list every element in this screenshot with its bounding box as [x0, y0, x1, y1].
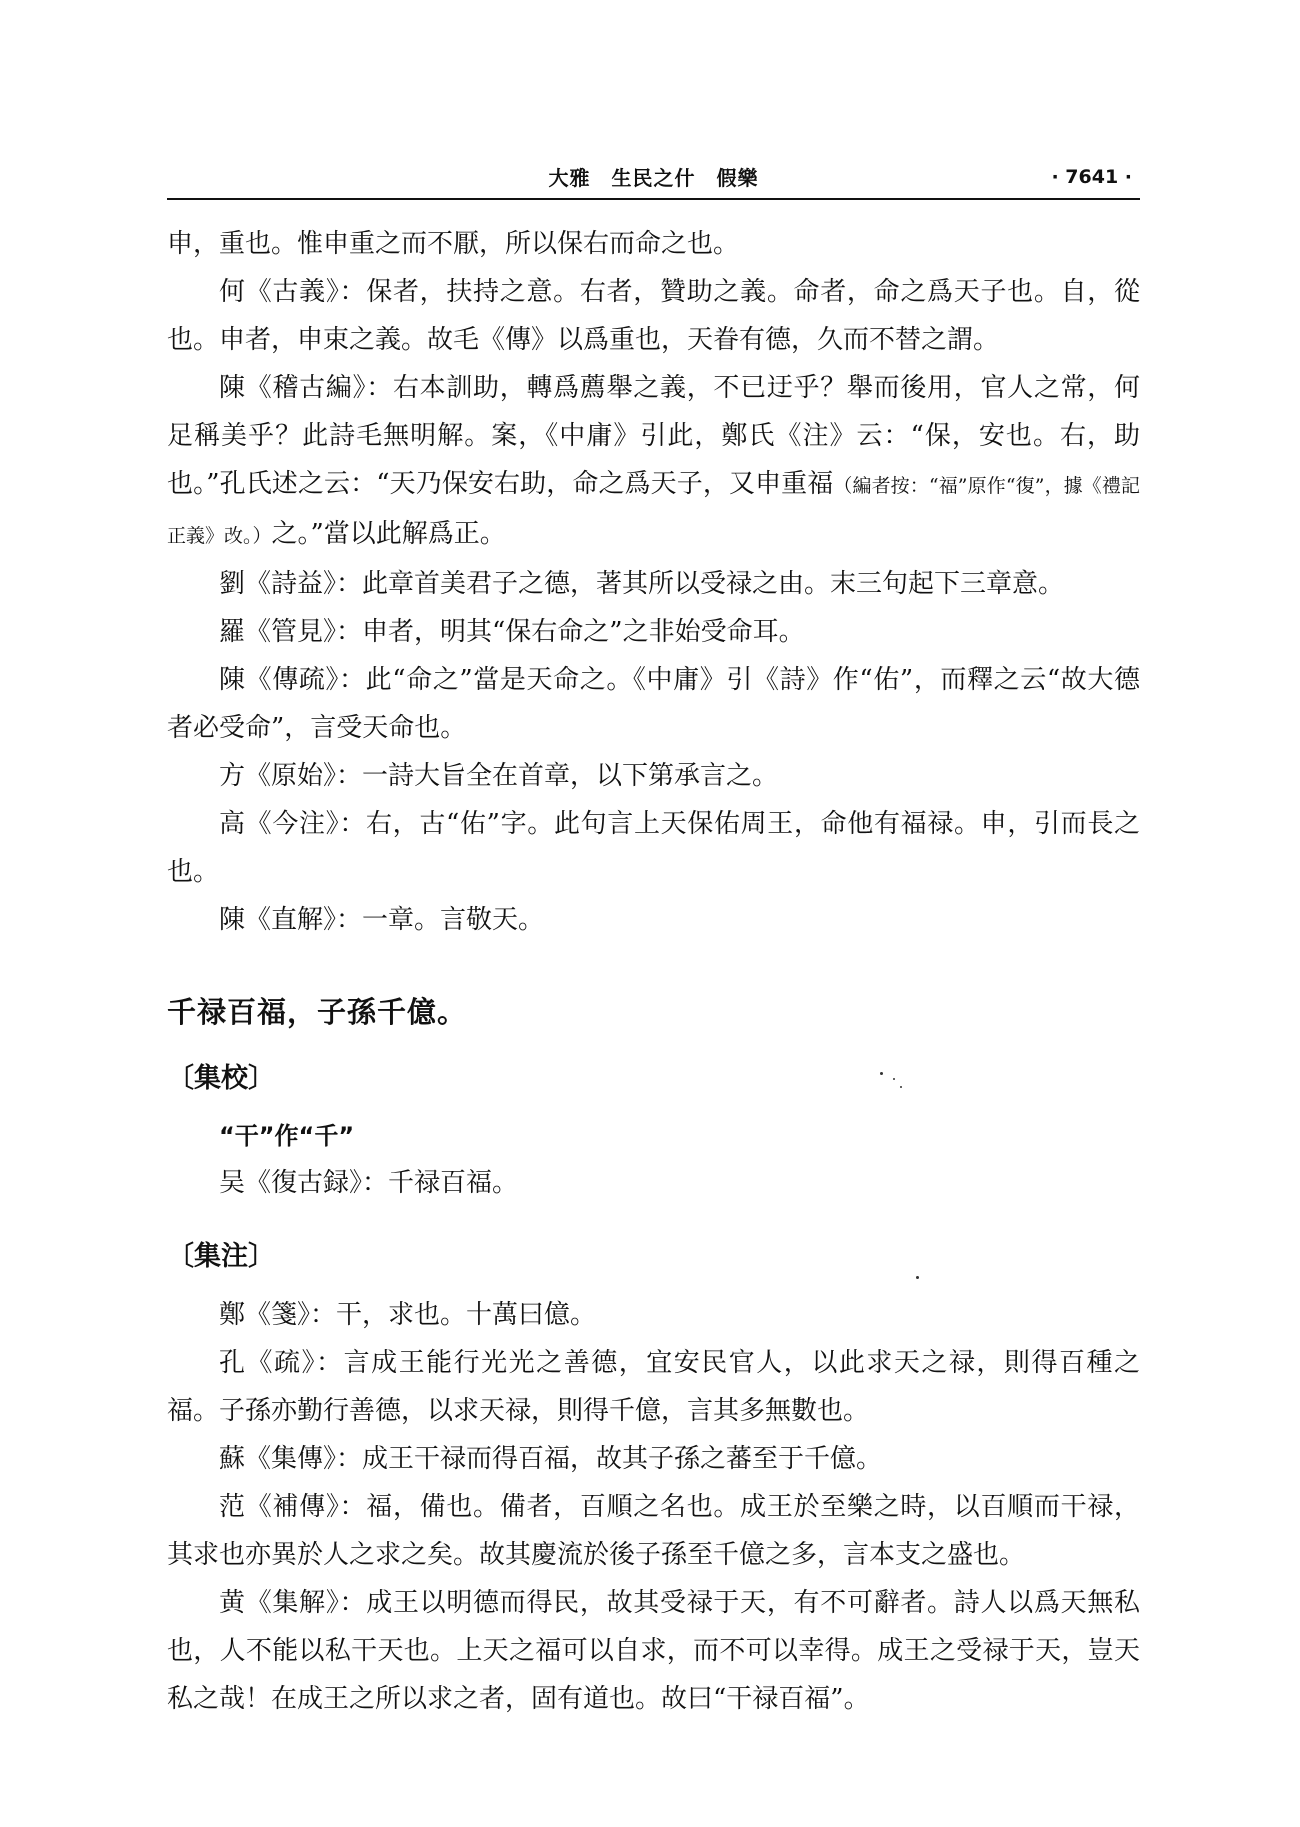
scan-speck [893, 1078, 895, 1080]
scan-speck [900, 1086, 902, 1088]
commentary-paragraph: 羅《管見》：申者，明其“保右命之”之非始受命耳。 [219, 617, 805, 647]
annotation-entry: 范《補傳》：福，備也。備者，百順之名也。成王於至樂之時，以百順而干禄，其求也亦異於人之求之矣。故其慶流於後子孫至千億之多，言本支之盛也。 [167, 1492, 1140, 1570]
collation-subheading: “干”作“千” [219, 1122, 355, 1150]
commentary-paragraph: 劉《詩益》：此章首美君子之德，著其所以受禄之由。末三句起下三章意。 [219, 569, 1065, 599]
running-header [167, 160, 1140, 204]
commentary-text: 之。”當以此解爲正。 [271, 519, 506, 549]
annotation-entry: 黄《集解》：成王以明德而得民，故其受禄于天，有不可辭者。詩人以爲天無私也，人不能以私干天也。上天之福可以自求，而不可以幸得。成王之受禄于天，豈天私之哉！在成王之所以求之者，固有道也。故曰“干禄百福”。 [167, 1588, 1140, 1714]
editor-note: （編者按：“福”原作“復”，據《禮記正義》改。） [167, 475, 1140, 547]
scan-speck [880, 1072, 883, 1075]
commentary-paragraph: 高《今注》：右，古“佑”字。此句言上天保佑周王，命他有福禄。申，引而長之也。 [167, 809, 1140, 887]
commentary-paragraph: 陳《傳疏》：此“命之”當是天命之。《中庸》引《詩》作“佑”，而釋之云“故大德者必受命”，言受天命也。 [167, 665, 1140, 743]
commentary-paragraph: 方《原始》：一詩大旨全在首章，以下第承言之。 [219, 761, 779, 791]
scan-speck [916, 1276, 919, 1279]
commentary-paragraph: 何《古義》：保者，扶持之意。右者，贊助之義。命者，命之爲天子也。自，從也。申者，申束之義。故毛《傳》以爲重也，天眷有德，久而不替之謂。 [167, 277, 1140, 355]
verse-line: 千禄百福，子孫千億。 [167, 995, 468, 1029]
running-header-title: 大雅 生民之什 假樂 [548, 166, 759, 190]
annotation-entry: 蘇《集傳》：成王干禄而得百福，故其子孫之蕃至于千億。 [219, 1444, 883, 1474]
commentary-text: 陳《稽古編》：右本訓助，轉爲薦舉之義，不已迂乎？舉而後用，官人之常，何足稱美乎？此詩毛無明解。案，《中庸》引此，鄭氏《注》云：“保，安也。右，助也。”孔氏述之云：“天乃保安右助，命之爲天子，又申重福 [167, 373, 1140, 499]
section-heading-jizhu: 〔集注〕 [167, 1241, 275, 1272]
commentary-paragraph: 申，重也。惟申重之而不厭，所以保右而命之也。 [167, 229, 740, 259]
page-number: · 7641 · [1051, 166, 1132, 188]
section-heading-jijiao: 〔集校〕 [167, 1063, 275, 1094]
collation-entry: 吴《復古録》：千禄百福。 [219, 1168, 519, 1198]
page-body [167, 220, 1140, 1723]
header-rule [167, 198, 1140, 200]
annotation-entry: 鄭《箋》：干，求也。十萬曰億。 [219, 1300, 597, 1330]
commentary-paragraph: 陳《直解》：一章。言敬天。 [219, 905, 545, 935]
annotation-entry: 孔《疏》：言成王能行光光之善德，宜安民官人，以此求天之禄，則得百種之福。子孫亦勤行善德，以求天禄，則得千億，言其多無數也。 [167, 1348, 1140, 1426]
commentary-paragraph-chen-jigu [167, 364, 1140, 560]
